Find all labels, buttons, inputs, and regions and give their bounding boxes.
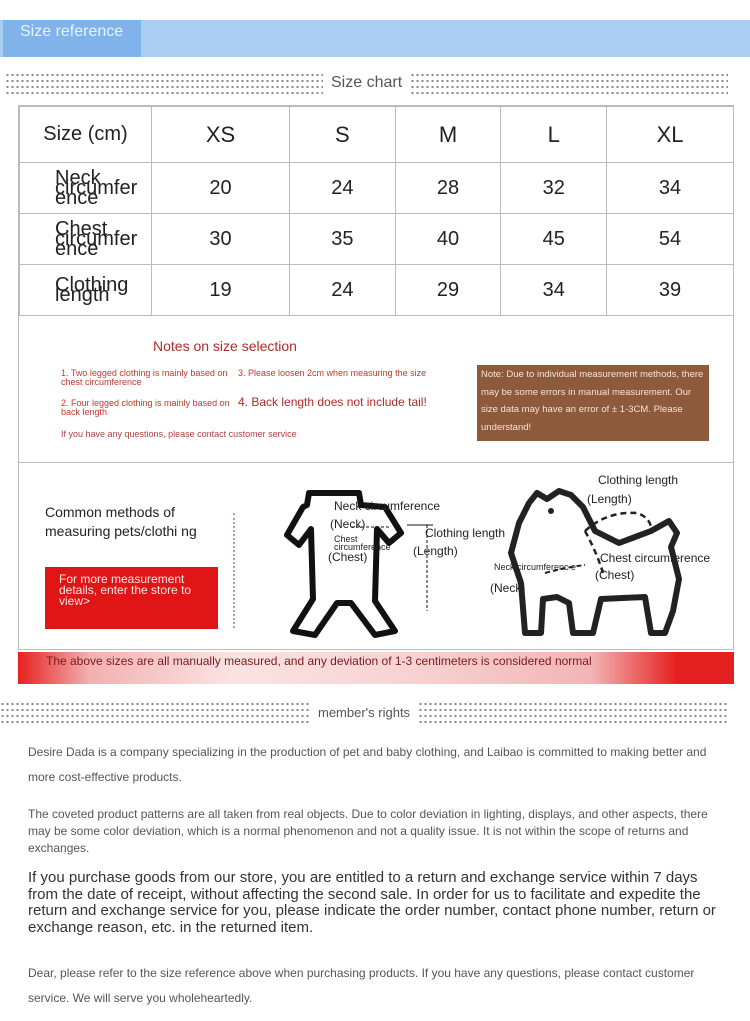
table-cell: 30 bbox=[152, 214, 290, 265]
table-cell: 24 bbox=[290, 163, 396, 214]
header-cell: XS bbox=[152, 107, 290, 163]
rights-paragraph-company: Desire Dada is a company specializing in the production of pet and baby clothing, and Laibao is committed to making better and more cost-effective products. bbox=[28, 745, 707, 784]
header-cell: S bbox=[290, 107, 396, 163]
row-label: Chest circumfer ence bbox=[20, 214, 152, 265]
neck-circumference-label: Neck circumference bbox=[334, 499, 441, 513]
table-cell: 28 bbox=[395, 163, 501, 214]
table-cell: 20 bbox=[152, 163, 290, 214]
size-table bbox=[19, 106, 734, 316]
row-label: Clothing length bbox=[20, 265, 152, 316]
header-cell: M bbox=[395, 107, 501, 163]
more-details-button[interactable]: For more measurement details, enter the store to view> bbox=[45, 567, 218, 629]
header-cell: XL bbox=[607, 107, 734, 163]
top-banner bbox=[0, 20, 750, 57]
table-row bbox=[20, 214, 734, 265]
notes-title: Notes on size selection bbox=[153, 338, 297, 354]
table-cell: 35 bbox=[290, 214, 396, 265]
header-cell: Size (cm) bbox=[20, 107, 152, 163]
member-rights-heading bbox=[0, 700, 750, 724]
table-cell: 19 bbox=[152, 265, 290, 316]
member-rights-title: member's rights bbox=[318, 704, 411, 720]
disclaimer-text: The above sizes are all manually measured, and any deviation of 1-3 centimeters is considered normal bbox=[46, 654, 592, 668]
size-reference-tab[interactable] bbox=[3, 20, 141, 57]
clothing-length-label: Clothing length bbox=[425, 526, 506, 540]
chest-circumference-label: Chest circumference bbox=[334, 534, 391, 552]
dog-length-label: (Length) bbox=[587, 492, 632, 506]
note-four-legged: 2. Four legged clothing is mainly based on back length bbox=[61, 398, 230, 417]
size-notes bbox=[19, 318, 734, 463]
note-two-legged: 1. Two legged clothing is mainly based on chest circumference bbox=[61, 368, 228, 387]
rights-paragraph-color: The coveted product patterns are all taken from real objects. Due to color deviation in lighting, displays, and other aspects, there may be some color deviation, which is a normal phenomenon and not a quality issue. It is not within the scope of returns and exchanges. bbox=[28, 807, 708, 855]
length-label: (Length) bbox=[413, 544, 458, 558]
rights-paragraph-returns: If you purchase goods from our store, you are entitled to a return and exchange service within 7 days from the date of receipt, without affecting the second sale. In order for us to facilitate and expedite the return and exchange service for you, please indicate the order number, contact phone number, return or exchange reason, etc. in the returned item. bbox=[28, 869, 716, 936]
size-chart-panel bbox=[18, 105, 734, 650]
dotted-divider-left bbox=[5, 72, 323, 94]
measurement-diagram bbox=[267, 473, 727, 643]
size-chart-heading bbox=[5, 71, 750, 95]
measuring-methods bbox=[19, 463, 734, 650]
neck-label: (Neck) bbox=[330, 517, 366, 531]
table-cell: 45 bbox=[501, 214, 607, 265]
note-back-length: 4. Back length does not include tail! bbox=[238, 395, 427, 409]
table-cell: 24 bbox=[290, 265, 396, 316]
note-contact: If you have any questions, please contact customer service bbox=[61, 429, 297, 439]
dog-clothing-length-label: Clothing length bbox=[598, 473, 679, 487]
chest-label: (Chest) bbox=[328, 550, 368, 564]
size-table-header bbox=[20, 107, 734, 163]
note-loosen: 3. Please loosen 2cm when measuring the size bbox=[238, 368, 427, 378]
table-cell: 29 bbox=[395, 265, 501, 316]
row-label: Neck circumfer ence bbox=[20, 163, 152, 214]
table-cell: 34 bbox=[607, 163, 734, 214]
dog-neck-circumference-label: Neck circumferenc e bbox=[494, 562, 577, 572]
dotted-divider-right bbox=[410, 72, 728, 94]
dog-chest-circumference-label: Chest circumference bbox=[600, 551, 711, 565]
table-cell: 32 bbox=[501, 163, 607, 214]
table-cell: 34 bbox=[501, 265, 607, 316]
size-chart-title: Size chart bbox=[331, 74, 403, 91]
dotted-divider-left bbox=[0, 701, 310, 723]
table-row bbox=[20, 163, 734, 214]
dotted-divider-right bbox=[418, 701, 728, 723]
table-cell: 39 bbox=[607, 265, 734, 316]
disclaimer-strip bbox=[18, 652, 734, 684]
table-row bbox=[20, 265, 734, 316]
methods-title: Common methods of measuring pets/clothi ng bbox=[45, 504, 197, 539]
dotted-separator bbox=[233, 513, 235, 628]
dog-chest-label: (Chest) bbox=[595, 568, 635, 582]
size-reference-label: Size reference bbox=[20, 23, 124, 40]
table-cell: 54 bbox=[607, 214, 734, 265]
rights-paragraph-contact: Dear, please refer to the size reference above when purchasing products. If you have any questions, please contact customer service. We will serve you wholeheartedly. bbox=[28, 966, 695, 1005]
header-cell: L bbox=[501, 107, 607, 163]
table-cell: 40 bbox=[395, 214, 501, 265]
measurement-error-note: Note: Due to individual measurement methods, there may be some errors in manual measurement. Our size data may have an error of ± 1-3CM. Please understand! bbox=[477, 365, 709, 441]
dog-neck-label: (Neck) bbox=[490, 581, 526, 595]
